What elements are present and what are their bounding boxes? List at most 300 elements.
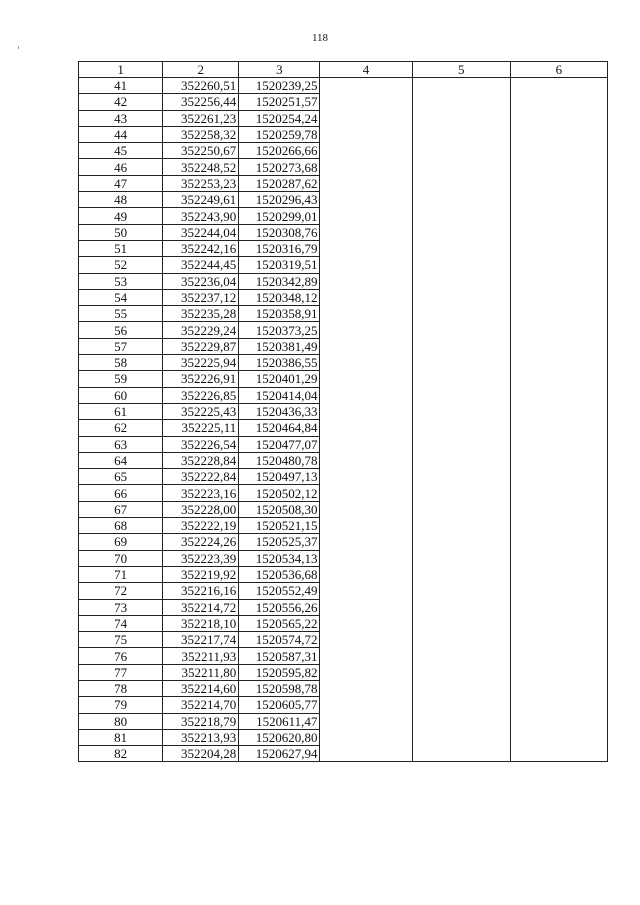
empty-cell bbox=[510, 566, 607, 582]
empty-cell bbox=[320, 452, 412, 468]
point-number-cell: 75 bbox=[79, 632, 163, 648]
x-coordinate-cell: 352258,32 bbox=[163, 126, 239, 142]
y-coordinate-cell: 1520605,77 bbox=[239, 697, 320, 713]
x-coordinate-cell: 352226,54 bbox=[163, 436, 239, 452]
point-number-cell: 71 bbox=[79, 566, 163, 582]
empty-cell bbox=[412, 550, 510, 566]
empty-cell bbox=[412, 240, 510, 256]
y-coordinate-cell: 1520316,79 bbox=[239, 240, 320, 256]
x-coordinate-cell: 352261,23 bbox=[163, 110, 239, 126]
point-number-cell: 46 bbox=[79, 159, 163, 175]
empty-cell bbox=[320, 632, 412, 648]
empty-cell bbox=[320, 78, 412, 94]
y-coordinate-cell: 1520342,89 bbox=[239, 273, 320, 289]
empty-cell bbox=[320, 746, 412, 762]
x-coordinate-cell: 352223,39 bbox=[163, 550, 239, 566]
point-number-cell: 81 bbox=[79, 729, 163, 745]
x-coordinate-cell: 352214,72 bbox=[163, 599, 239, 615]
empty-cell bbox=[320, 550, 412, 566]
empty-cell bbox=[412, 289, 510, 305]
table-row bbox=[79, 550, 608, 566]
empty-cell bbox=[412, 110, 510, 126]
table-row bbox=[79, 240, 608, 256]
empty-cell bbox=[320, 648, 412, 664]
empty-cell bbox=[412, 192, 510, 208]
empty-cell bbox=[320, 469, 412, 485]
y-coordinate-cell: 1520299,01 bbox=[239, 208, 320, 224]
y-coordinate-cell: 1520273,68 bbox=[239, 159, 320, 175]
empty-cell bbox=[412, 648, 510, 664]
empty-cell bbox=[510, 110, 607, 126]
empty-cell bbox=[412, 501, 510, 517]
point-number-cell: 68 bbox=[79, 518, 163, 534]
y-coordinate-cell: 1520480,78 bbox=[239, 452, 320, 468]
empty-cell bbox=[412, 485, 510, 501]
empty-cell bbox=[412, 746, 510, 762]
empty-cell bbox=[412, 175, 510, 191]
empty-cell bbox=[412, 322, 510, 338]
empty-cell bbox=[510, 240, 607, 256]
empty-cell bbox=[320, 729, 412, 745]
empty-cell bbox=[320, 224, 412, 240]
x-coordinate-cell: 352223,16 bbox=[163, 485, 239, 501]
column-header-1: 1 bbox=[79, 62, 163, 78]
x-coordinate-cell: 352248,52 bbox=[163, 159, 239, 175]
table-row bbox=[79, 306, 608, 322]
y-coordinate-cell: 1520251,57 bbox=[239, 94, 320, 110]
empty-cell bbox=[510, 143, 607, 159]
x-coordinate-cell: 352229,24 bbox=[163, 322, 239, 338]
table-row bbox=[79, 224, 608, 240]
point-number-cell: 70 bbox=[79, 550, 163, 566]
column-header-3: 3 bbox=[239, 62, 320, 78]
empty-cell bbox=[412, 257, 510, 273]
point-number-cell: 44 bbox=[79, 126, 163, 142]
table-row bbox=[79, 583, 608, 599]
table-row bbox=[79, 208, 608, 224]
empty-cell bbox=[510, 175, 607, 191]
table-row bbox=[79, 420, 608, 436]
x-coordinate-cell: 352225,11 bbox=[163, 420, 239, 436]
x-coordinate-cell: 352244,04 bbox=[163, 224, 239, 240]
y-coordinate-cell: 1520239,25 bbox=[239, 78, 320, 94]
empty-cell bbox=[510, 306, 607, 322]
empty-cell bbox=[320, 485, 412, 501]
y-coordinate-cell: 1520556,26 bbox=[239, 599, 320, 615]
table-row bbox=[79, 355, 608, 371]
x-coordinate-cell: 352249,61 bbox=[163, 192, 239, 208]
x-coordinate-cell: 352229,87 bbox=[163, 338, 239, 354]
x-coordinate-cell: 352218,10 bbox=[163, 615, 239, 631]
table-row bbox=[79, 257, 608, 273]
y-coordinate-cell: 1520536,68 bbox=[239, 566, 320, 582]
empty-cell bbox=[320, 143, 412, 159]
table-row bbox=[79, 452, 608, 468]
point-number-cell: 56 bbox=[79, 322, 163, 338]
empty-cell bbox=[320, 387, 412, 403]
table-row bbox=[79, 485, 608, 501]
point-number-cell: 47 bbox=[79, 175, 163, 191]
empty-cell bbox=[510, 664, 607, 680]
empty-cell bbox=[412, 126, 510, 142]
y-coordinate-cell: 1520319,51 bbox=[239, 257, 320, 273]
y-coordinate-cell: 1520386,55 bbox=[239, 355, 320, 371]
y-coordinate-cell: 1520598,78 bbox=[239, 680, 320, 696]
x-coordinate-cell: 352224,26 bbox=[163, 534, 239, 550]
point-number-cell: 76 bbox=[79, 648, 163, 664]
empty-cell bbox=[412, 436, 510, 452]
empty-cell bbox=[510, 615, 607, 631]
empty-cell bbox=[320, 306, 412, 322]
y-coordinate-cell: 1520502,12 bbox=[239, 485, 320, 501]
y-coordinate-cell: 1520525,37 bbox=[239, 534, 320, 550]
y-coordinate-cell: 1520464,84 bbox=[239, 420, 320, 436]
table-row bbox=[79, 746, 608, 762]
empty-cell bbox=[510, 420, 607, 436]
empty-cell bbox=[412, 729, 510, 745]
empty-cell bbox=[510, 289, 607, 305]
column-header-6: 6 bbox=[510, 62, 607, 78]
empty-cell bbox=[510, 534, 607, 550]
x-coordinate-cell: 352244,45 bbox=[163, 257, 239, 273]
empty-cell bbox=[320, 126, 412, 142]
empty-cell bbox=[510, 583, 607, 599]
point-number-cell: 51 bbox=[79, 240, 163, 256]
point-number-cell: 48 bbox=[79, 192, 163, 208]
x-coordinate-cell: 352211,93 bbox=[163, 648, 239, 664]
point-number-cell: 82 bbox=[79, 746, 163, 762]
y-coordinate-cell: 1520296,43 bbox=[239, 192, 320, 208]
point-number-cell: 42 bbox=[79, 94, 163, 110]
y-coordinate-cell: 1520414,04 bbox=[239, 387, 320, 403]
column-header-2: 2 bbox=[163, 62, 239, 78]
empty-cell bbox=[412, 420, 510, 436]
point-number-cell: 41 bbox=[79, 78, 163, 94]
table-row bbox=[79, 94, 608, 110]
empty-cell bbox=[320, 289, 412, 305]
y-coordinate-cell: 1520308,76 bbox=[239, 224, 320, 240]
y-coordinate-cell: 1520587,31 bbox=[239, 648, 320, 664]
empty-cell bbox=[320, 94, 412, 110]
empty-cell bbox=[320, 355, 412, 371]
x-coordinate-cell: 352218,79 bbox=[163, 713, 239, 729]
y-coordinate-cell: 1520436,33 bbox=[239, 403, 320, 419]
point-number-cell: 58 bbox=[79, 355, 163, 371]
y-coordinate-cell: 1520373,25 bbox=[239, 322, 320, 338]
empty-cell bbox=[320, 403, 412, 419]
table-row bbox=[79, 664, 608, 680]
point-number-cell: 78 bbox=[79, 680, 163, 696]
table-row bbox=[79, 126, 608, 142]
point-number-cell: 43 bbox=[79, 110, 163, 126]
point-number-cell: 52 bbox=[79, 257, 163, 273]
point-number-cell: 72 bbox=[79, 583, 163, 599]
y-coordinate-cell: 1520620,80 bbox=[239, 729, 320, 745]
empty-cell bbox=[320, 110, 412, 126]
table-row bbox=[79, 192, 608, 208]
empty-cell bbox=[510, 713, 607, 729]
x-coordinate-cell: 352235,28 bbox=[163, 306, 239, 322]
empty-cell bbox=[510, 501, 607, 517]
empty-cell bbox=[412, 713, 510, 729]
table-body bbox=[79, 78, 608, 762]
y-coordinate-cell: 1520574,72 bbox=[239, 632, 320, 648]
y-coordinate-cell: 1520477,07 bbox=[239, 436, 320, 452]
point-number-cell: 60 bbox=[79, 387, 163, 403]
empty-cell bbox=[320, 322, 412, 338]
empty-cell bbox=[412, 273, 510, 289]
empty-cell bbox=[510, 387, 607, 403]
empty-cell bbox=[412, 632, 510, 648]
table-row bbox=[79, 697, 608, 713]
empty-cell bbox=[412, 94, 510, 110]
table-row bbox=[79, 387, 608, 403]
point-number-cell: 50 bbox=[79, 224, 163, 240]
x-coordinate-cell: 352211,80 bbox=[163, 664, 239, 680]
point-number-cell: 65 bbox=[79, 469, 163, 485]
empty-cell bbox=[412, 159, 510, 175]
table-row bbox=[79, 338, 608, 354]
x-coordinate-cell: 352236,04 bbox=[163, 273, 239, 289]
empty-cell bbox=[412, 697, 510, 713]
x-coordinate-cell: 352214,70 bbox=[163, 697, 239, 713]
empty-cell bbox=[412, 306, 510, 322]
point-number-cell: 69 bbox=[79, 534, 163, 550]
empty-cell bbox=[412, 534, 510, 550]
point-number-cell: 66 bbox=[79, 485, 163, 501]
table-row bbox=[79, 78, 608, 94]
page-number: 118 bbox=[311, 32, 329, 44]
empty-cell bbox=[510, 648, 607, 664]
y-coordinate-cell: 1520259,78 bbox=[239, 126, 320, 142]
empty-cell bbox=[510, 518, 607, 534]
y-coordinate-cell: 1520611,47 bbox=[239, 713, 320, 729]
empty-cell bbox=[320, 534, 412, 550]
empty-cell bbox=[510, 452, 607, 468]
empty-cell bbox=[320, 664, 412, 680]
empty-cell bbox=[412, 518, 510, 534]
table-row bbox=[79, 469, 608, 485]
y-coordinate-cell: 1520287,62 bbox=[239, 175, 320, 191]
y-coordinate-cell: 1520534,13 bbox=[239, 550, 320, 566]
table-row bbox=[79, 110, 608, 126]
x-coordinate-cell: 352237,12 bbox=[163, 289, 239, 305]
empty-cell bbox=[320, 208, 412, 224]
empty-cell bbox=[412, 680, 510, 696]
empty-cell bbox=[320, 566, 412, 582]
point-number-cell: 62 bbox=[79, 420, 163, 436]
x-coordinate-cell: 352204,28 bbox=[163, 746, 239, 762]
table-row bbox=[79, 159, 608, 175]
margin-mark bbox=[18, 46, 19, 49]
point-number-cell: 59 bbox=[79, 371, 163, 387]
empty-cell bbox=[510, 680, 607, 696]
empty-cell bbox=[510, 371, 607, 387]
empty-cell bbox=[510, 192, 607, 208]
y-coordinate-cell: 1520565,22 bbox=[239, 615, 320, 631]
empty-cell bbox=[510, 599, 607, 615]
point-number-cell: 55 bbox=[79, 306, 163, 322]
table-row bbox=[79, 713, 608, 729]
table-row bbox=[79, 729, 608, 745]
table-header-row bbox=[79, 62, 608, 78]
x-coordinate-cell: 352228,00 bbox=[163, 501, 239, 517]
empty-cell bbox=[510, 697, 607, 713]
x-coordinate-cell: 352226,91 bbox=[163, 371, 239, 387]
table-row bbox=[79, 599, 608, 615]
point-number-cell: 57 bbox=[79, 338, 163, 354]
empty-cell bbox=[320, 599, 412, 615]
table-row bbox=[79, 534, 608, 550]
x-coordinate-cell: 352226,85 bbox=[163, 387, 239, 403]
point-number-cell: 74 bbox=[79, 615, 163, 631]
empty-cell bbox=[510, 94, 607, 110]
empty-cell bbox=[510, 550, 607, 566]
table-row bbox=[79, 615, 608, 631]
empty-cell bbox=[510, 224, 607, 240]
x-coordinate-cell: 352213,93 bbox=[163, 729, 239, 745]
empty-cell bbox=[320, 697, 412, 713]
empty-cell bbox=[412, 599, 510, 615]
empty-cell bbox=[412, 452, 510, 468]
empty-cell bbox=[412, 371, 510, 387]
empty-cell bbox=[412, 615, 510, 631]
empty-cell bbox=[510, 338, 607, 354]
x-coordinate-cell: 352256,44 bbox=[163, 94, 239, 110]
table-row bbox=[79, 632, 608, 648]
point-number-cell: 49 bbox=[79, 208, 163, 224]
empty-cell bbox=[320, 583, 412, 599]
empty-cell bbox=[412, 143, 510, 159]
y-coordinate-cell: 1520497,13 bbox=[239, 469, 320, 485]
table-row bbox=[79, 518, 608, 534]
x-coordinate-cell: 352214,60 bbox=[163, 680, 239, 696]
empty-cell bbox=[510, 257, 607, 273]
empty-cell bbox=[320, 159, 412, 175]
x-coordinate-cell: 352243,90 bbox=[163, 208, 239, 224]
empty-cell bbox=[412, 403, 510, 419]
empty-cell bbox=[412, 664, 510, 680]
empty-cell bbox=[320, 257, 412, 273]
empty-cell bbox=[510, 126, 607, 142]
empty-cell bbox=[412, 387, 510, 403]
empty-cell bbox=[510, 632, 607, 648]
empty-cell bbox=[320, 518, 412, 534]
empty-cell bbox=[510, 208, 607, 224]
point-number-cell: 77 bbox=[79, 664, 163, 680]
empty-cell bbox=[510, 355, 607, 371]
point-number-cell: 79 bbox=[79, 697, 163, 713]
empty-cell bbox=[320, 420, 412, 436]
y-coordinate-cell: 1520595,82 bbox=[239, 664, 320, 680]
y-coordinate-cell: 1520381,49 bbox=[239, 338, 320, 354]
empty-cell bbox=[412, 583, 510, 599]
point-number-cell: 53 bbox=[79, 273, 163, 289]
x-coordinate-cell: 352217,74 bbox=[163, 632, 239, 648]
y-coordinate-cell: 1520552,49 bbox=[239, 583, 320, 599]
empty-cell bbox=[510, 159, 607, 175]
point-number-cell: 64 bbox=[79, 452, 163, 468]
table-row bbox=[79, 322, 608, 338]
empty-cell bbox=[510, 403, 607, 419]
empty-cell bbox=[320, 713, 412, 729]
point-number-cell: 54 bbox=[79, 289, 163, 305]
empty-cell bbox=[320, 371, 412, 387]
x-coordinate-cell: 352219,92 bbox=[163, 566, 239, 582]
empty-cell bbox=[320, 680, 412, 696]
column-header-5: 5 bbox=[412, 62, 510, 78]
y-coordinate-cell: 1520348,12 bbox=[239, 289, 320, 305]
empty-cell bbox=[320, 501, 412, 517]
empty-cell bbox=[510, 436, 607, 452]
empty-cell bbox=[510, 729, 607, 745]
table-row bbox=[79, 143, 608, 159]
x-coordinate-cell: 352260,51 bbox=[163, 78, 239, 94]
point-number-cell: 45 bbox=[79, 143, 163, 159]
x-coordinate-cell: 352242,16 bbox=[163, 240, 239, 256]
y-coordinate-cell: 1520508,30 bbox=[239, 501, 320, 517]
y-coordinate-cell: 1520266,66 bbox=[239, 143, 320, 159]
empty-cell bbox=[320, 175, 412, 191]
empty-cell bbox=[412, 355, 510, 371]
x-coordinate-cell: 352225,43 bbox=[163, 403, 239, 419]
empty-cell bbox=[412, 469, 510, 485]
empty-cell bbox=[320, 192, 412, 208]
y-coordinate-cell: 1520401,29 bbox=[239, 371, 320, 387]
empty-cell bbox=[412, 224, 510, 240]
y-coordinate-cell: 1520254,24 bbox=[239, 110, 320, 126]
table-row bbox=[79, 501, 608, 517]
empty-cell bbox=[412, 78, 510, 94]
y-coordinate-cell: 1520358,91 bbox=[239, 306, 320, 322]
x-coordinate-cell: 352253,23 bbox=[163, 175, 239, 191]
table-row bbox=[79, 289, 608, 305]
empty-cell bbox=[320, 338, 412, 354]
table-row bbox=[79, 273, 608, 289]
table-row bbox=[79, 648, 608, 664]
table-row bbox=[79, 371, 608, 387]
x-coordinate-cell: 352222,19 bbox=[163, 518, 239, 534]
y-coordinate-cell: 1520521,15 bbox=[239, 518, 320, 534]
empty-cell bbox=[510, 273, 607, 289]
table-row bbox=[79, 680, 608, 696]
point-number-cell: 61 bbox=[79, 403, 163, 419]
empty-cell bbox=[510, 78, 607, 94]
empty-cell bbox=[320, 436, 412, 452]
x-coordinate-cell: 352225,94 bbox=[163, 355, 239, 371]
column-header-4: 4 bbox=[320, 62, 412, 78]
empty-cell bbox=[412, 208, 510, 224]
empty-cell bbox=[412, 566, 510, 582]
x-coordinate-cell: 352216,16 bbox=[163, 583, 239, 599]
y-coordinate-cell: 1520627,94 bbox=[239, 746, 320, 762]
x-coordinate-cell: 352228,84 bbox=[163, 452, 239, 468]
empty-cell bbox=[510, 485, 607, 501]
empty-cell bbox=[320, 273, 412, 289]
table-row bbox=[79, 175, 608, 191]
point-number-cell: 63 bbox=[79, 436, 163, 452]
coordinates-table bbox=[78, 61, 608, 762]
table-row bbox=[79, 566, 608, 582]
x-coordinate-cell: 352250,67 bbox=[163, 143, 239, 159]
empty-cell bbox=[412, 338, 510, 354]
point-number-cell: 80 bbox=[79, 713, 163, 729]
empty-cell bbox=[320, 240, 412, 256]
empty-cell bbox=[510, 469, 607, 485]
table-row bbox=[79, 436, 608, 452]
empty-cell bbox=[320, 615, 412, 631]
empty-cell bbox=[510, 746, 607, 762]
